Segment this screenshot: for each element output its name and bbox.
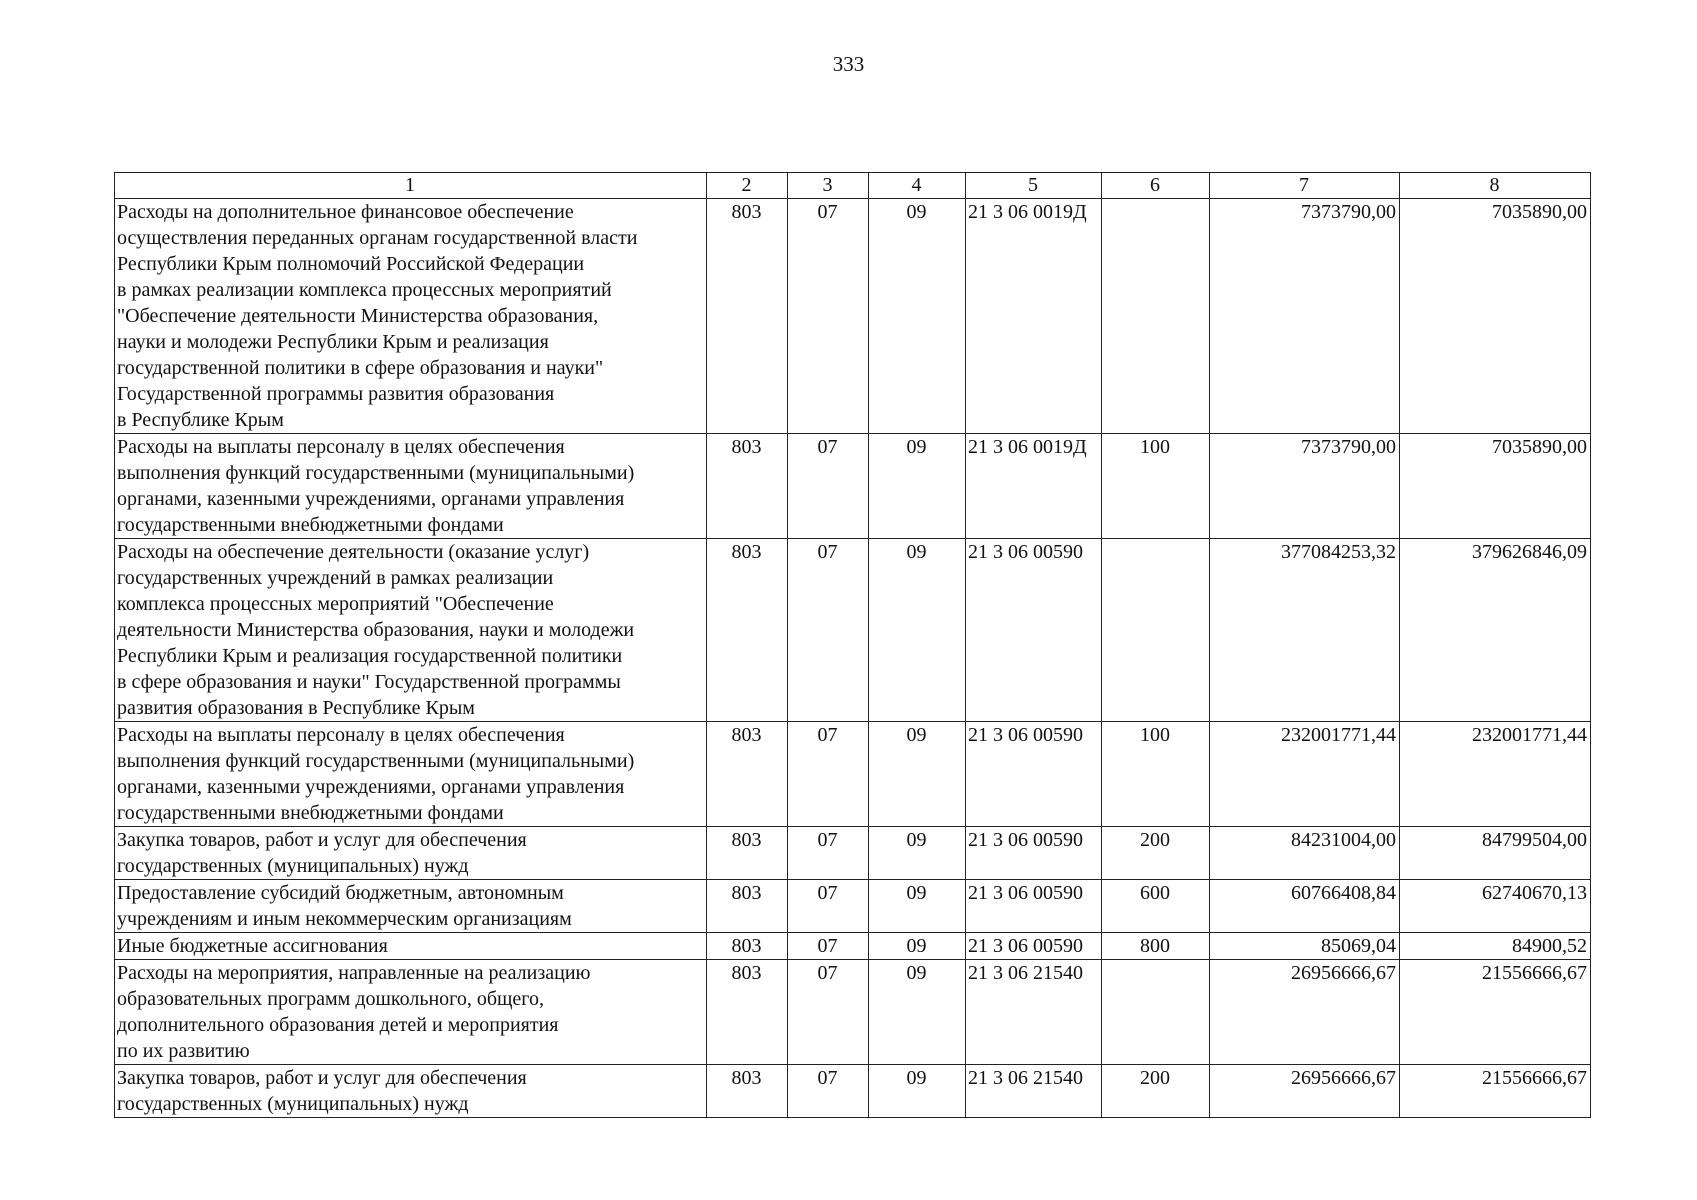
header-cell: 2 <box>707 173 788 199</box>
ministry-code: 803 <box>707 827 788 880</box>
subsection-code: 09 <box>869 960 966 1065</box>
ministry-code: 803 <box>707 199 788 434</box>
table-row <box>115 933 1591 960</box>
section-code: 07 <box>788 539 869 722</box>
ministry-code: 803 <box>707 539 788 722</box>
subsection-code: 09 <box>869 722 966 827</box>
expense-type-code: 200 <box>1102 827 1210 880</box>
subsection-code: 09 <box>869 880 966 933</box>
header-cell: 6 <box>1102 173 1210 199</box>
section-code: 07 <box>788 1065 869 1118</box>
ministry-code: 803 <box>707 434 788 539</box>
expense-description: Предоставление субсидий бюджетным, автономным учреждениям и иным некоммерческим организациям <box>115 880 707 933</box>
expense-description: Расходы на выплаты персоналу в целях обеспечения выполнения функций государственными (муниципальными) органами, казенными учреждениями, органами управления государственными внебюджетными фондами <box>115 722 707 827</box>
target-article-code: 21 3 06 00590 <box>966 827 1102 880</box>
amount-col-7: 60766408,84 <box>1210 880 1400 933</box>
target-article-code: 21 3 06 21540 <box>966 1065 1102 1118</box>
page-number: 333 <box>832 52 865 76</box>
expense-description: Расходы на выплаты персоналу в целях обеспечения выполнения функций государственными (муниципальными) органами, казенными учреждениями, органами управления государственными внебюджетными фондами <box>115 434 707 539</box>
expense-description: Расходы на мероприятия, направленные на реализацию образовательных программ дошкольного, общего, дополнительного образования детей и мероприятия по их развитию <box>115 960 707 1065</box>
section-code: 07 <box>788 199 869 434</box>
ministry-code: 803 <box>707 933 788 960</box>
header-cell: 7 <box>1210 173 1400 199</box>
table-row <box>115 880 1591 933</box>
subsection-code: 09 <box>869 199 966 434</box>
amount-col-8: 84799504,00 <box>1400 827 1591 880</box>
target-article-code: 21 3 06 21540 <box>966 960 1102 1065</box>
section-code: 07 <box>788 880 869 933</box>
amount-col-8: 7035890,00 <box>1400 434 1591 539</box>
header-cell: 5 <box>966 173 1102 199</box>
header-cell: 3 <box>788 173 869 199</box>
expense-type-code: 800 <box>1102 933 1210 960</box>
budget-table <box>114 172 1591 1118</box>
amount-col-8: 62740670,13 <box>1400 880 1591 933</box>
table-row <box>115 960 1591 1065</box>
table-row <box>115 1065 1591 1118</box>
amount-col-8: 7035890,00 <box>1400 199 1591 434</box>
amount-col-8: 21556666,67 <box>1400 1065 1591 1118</box>
expense-description: Расходы на обеспечение деятельности (оказание услуг) государственных учреждений в рамках реализации комплекса процессных мероприятий "Обеспечение деятельности Министерства образования, науки и молодежи Республики Крым и реализация государственной политики в сфере образования и науки" Государственной программы развития образования в Республике Крым <box>115 539 707 722</box>
section-code: 07 <box>788 434 869 539</box>
subsection-code: 09 <box>869 539 966 722</box>
amount-col-8: 21556666,67 <box>1400 960 1591 1065</box>
amount-col-8: 379626846,09 <box>1400 539 1591 722</box>
subsection-code: 09 <box>869 434 966 539</box>
amount-col-7: 26956666,67 <box>1210 960 1400 1065</box>
table-row <box>115 722 1591 827</box>
subsection-code: 09 <box>869 827 966 880</box>
amount-col-8: 84900,52 <box>1400 933 1591 960</box>
expense-type-code <box>1102 199 1210 434</box>
header-row <box>115 173 1591 199</box>
section-code: 07 <box>788 933 869 960</box>
subsection-code: 09 <box>869 933 966 960</box>
table-row <box>115 434 1591 539</box>
amount-col-7: 232001771,44 <box>1210 722 1400 827</box>
amount-col-7: 84231004,00 <box>1210 827 1400 880</box>
amount-col-7: 7373790,00 <box>1210 434 1400 539</box>
section-code: 07 <box>788 960 869 1065</box>
ministry-code: 803 <box>707 960 788 1065</box>
header-cell: 1 <box>115 173 707 199</box>
expense-type-code: 200 <box>1102 1065 1210 1118</box>
amount-col-8: 232001771,44 <box>1400 722 1591 827</box>
amount-col-7: 377084253,32 <box>1210 539 1400 722</box>
target-article-code: 21 3 06 00590 <box>966 880 1102 933</box>
expense-type-code: 100 <box>1102 722 1210 827</box>
ministry-code: 803 <box>707 880 788 933</box>
expense-description: Иные бюджетные ассигнования <box>115 933 707 960</box>
ministry-code: 803 <box>707 1065 788 1118</box>
target-article-code: 21 3 06 0019Д <box>966 434 1102 539</box>
expense-type-code <box>1102 960 1210 1065</box>
target-article-code: 21 3 06 0019Д <box>966 199 1102 434</box>
section-code: 07 <box>788 722 869 827</box>
expense-description: Расходы на дополнительное финансовое обеспечение осуществления переданных органам государственной власти Республики Крым полномочий Российской Федерации в рамках реализации комплекса процессных мероприятий "Обеспечение деятельности Министерства образования, науки и молодежи Республики Крым и реализация государственной политики в сфере образования и науки" Государственной программы развития образования в Республике Крым <box>115 199 707 434</box>
amount-col-7: 85069,04 <box>1210 933 1400 960</box>
table-row <box>115 199 1591 434</box>
section-code: 07 <box>788 827 869 880</box>
expense-type-code: 600 <box>1102 880 1210 933</box>
target-article-code: 21 3 06 00590 <box>966 933 1102 960</box>
header-cell: 4 <box>869 173 966 199</box>
expense-description: Закупка товаров, работ и услуг для обеспечения государственных (муниципальных) нужд <box>115 827 707 880</box>
header-cell: 8 <box>1400 173 1591 199</box>
target-article-code: 21 3 06 00590 <box>966 722 1102 827</box>
expense-description: Закупка товаров, работ и услуг для обеспечения государственных (муниципальных) нужд <box>115 1065 707 1118</box>
expense-type-code: 100 <box>1102 434 1210 539</box>
amount-col-7: 26956666,67 <box>1210 1065 1400 1118</box>
target-article-code: 21 3 06 00590 <box>966 539 1102 722</box>
table-row <box>115 827 1591 880</box>
table-row <box>115 539 1591 722</box>
ministry-code: 803 <box>707 722 788 827</box>
amount-col-7: 7373790,00 <box>1210 199 1400 434</box>
subsection-code: 09 <box>869 1065 966 1118</box>
expense-type-code <box>1102 539 1210 722</box>
